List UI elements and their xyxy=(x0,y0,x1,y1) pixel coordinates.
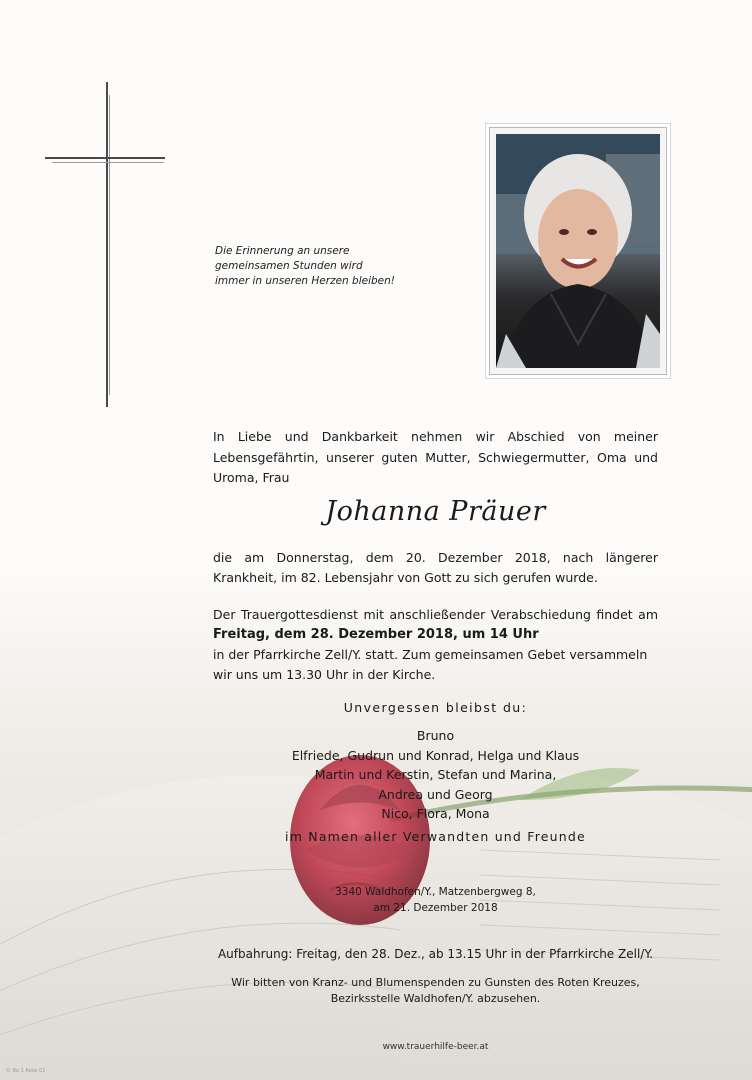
quote-line: gemeinsamen Stunden wird xyxy=(215,260,363,272)
cross-horizontal-beam xyxy=(45,157,165,159)
intro-text: In Liebe und Dankbarkeit nehmen wir Abschied von meiner Lebensgefährtin, unserer guten Mutter, Schwiegermutter, Oma und Uroma, Frau xyxy=(213,429,658,485)
family-line: Martin und Kerstin, Stefan und Marina, xyxy=(314,767,557,782)
service-line: wir uns um 13.30 Uhr in der Kirche. xyxy=(213,667,436,682)
family-line: Bruno xyxy=(416,728,455,743)
website-link[interactable]: www.trauerhilfe-beer.at xyxy=(382,1042,489,1052)
portrait-frame xyxy=(489,127,667,375)
family-line: Andrea und Georg xyxy=(378,786,493,802)
address-line: 3340 Waldhofen/Y., Matzenbergweg 8, xyxy=(335,886,536,898)
donation-line: Bezirksstelle Waldhofen/Y. abzusehen. xyxy=(330,992,541,1005)
service-line: in der Pfarrkirche Zell/Y. statt. Zum gemeinsamen Gebet versammeln xyxy=(213,647,648,662)
service-date: Freitag, dem 28. Dezember 2018, um 14 Uhr xyxy=(213,627,539,642)
address-date: am 21. Dezember 2018 xyxy=(373,902,498,914)
cross-horizontal-shadow xyxy=(52,162,164,163)
quote-line: Die Erinnerung an unsere xyxy=(215,245,350,257)
portrait-illustration xyxy=(496,134,660,368)
cross-vertical-beam xyxy=(106,82,108,407)
deceased-name: Johanna Präuer xyxy=(325,496,546,527)
print-code: © Bo 1 Rose 01 xyxy=(6,1068,46,1074)
cross-vertical-shadow xyxy=(109,95,110,395)
portrait-photo xyxy=(496,134,660,368)
relatives-line: im Namen aller Verwandten und Freunde xyxy=(285,829,586,844)
family-line: Elfriede, Gudrun und Konrad, Helga und Klaus xyxy=(291,747,580,763)
quote-line: immer in unseren Herzen bleiben! xyxy=(215,275,395,287)
memorial-quote xyxy=(215,244,415,289)
viewing-info: Aufbahrung: Freitag, den 28. Dez., ab 13.15 Uhr in der Pfarrkirche Zell/Y. xyxy=(217,947,654,961)
donation-request xyxy=(213,975,658,1007)
family-list xyxy=(213,726,658,824)
address-block xyxy=(213,884,658,916)
family-line: Nico, Flora, Mona xyxy=(381,806,490,821)
unforgotten-heading: Unvergessen bleibst du: xyxy=(343,700,528,715)
funeral-service-info xyxy=(213,605,658,685)
service-line: Der Trauergottesdienst mit anschließender Verabschiedung findet am xyxy=(213,607,658,622)
donation-line: Wir bitten von Kranz- und Blumenspenden zu Gunsten des Roten Kreuzes, xyxy=(231,976,640,989)
death-notice-text: die am Donnerstag, dem 20. Dezember 2018, nach längerer Krankheit, im 82. Lebensjahr von Gott zu sich gerufen wurde. xyxy=(213,550,658,585)
